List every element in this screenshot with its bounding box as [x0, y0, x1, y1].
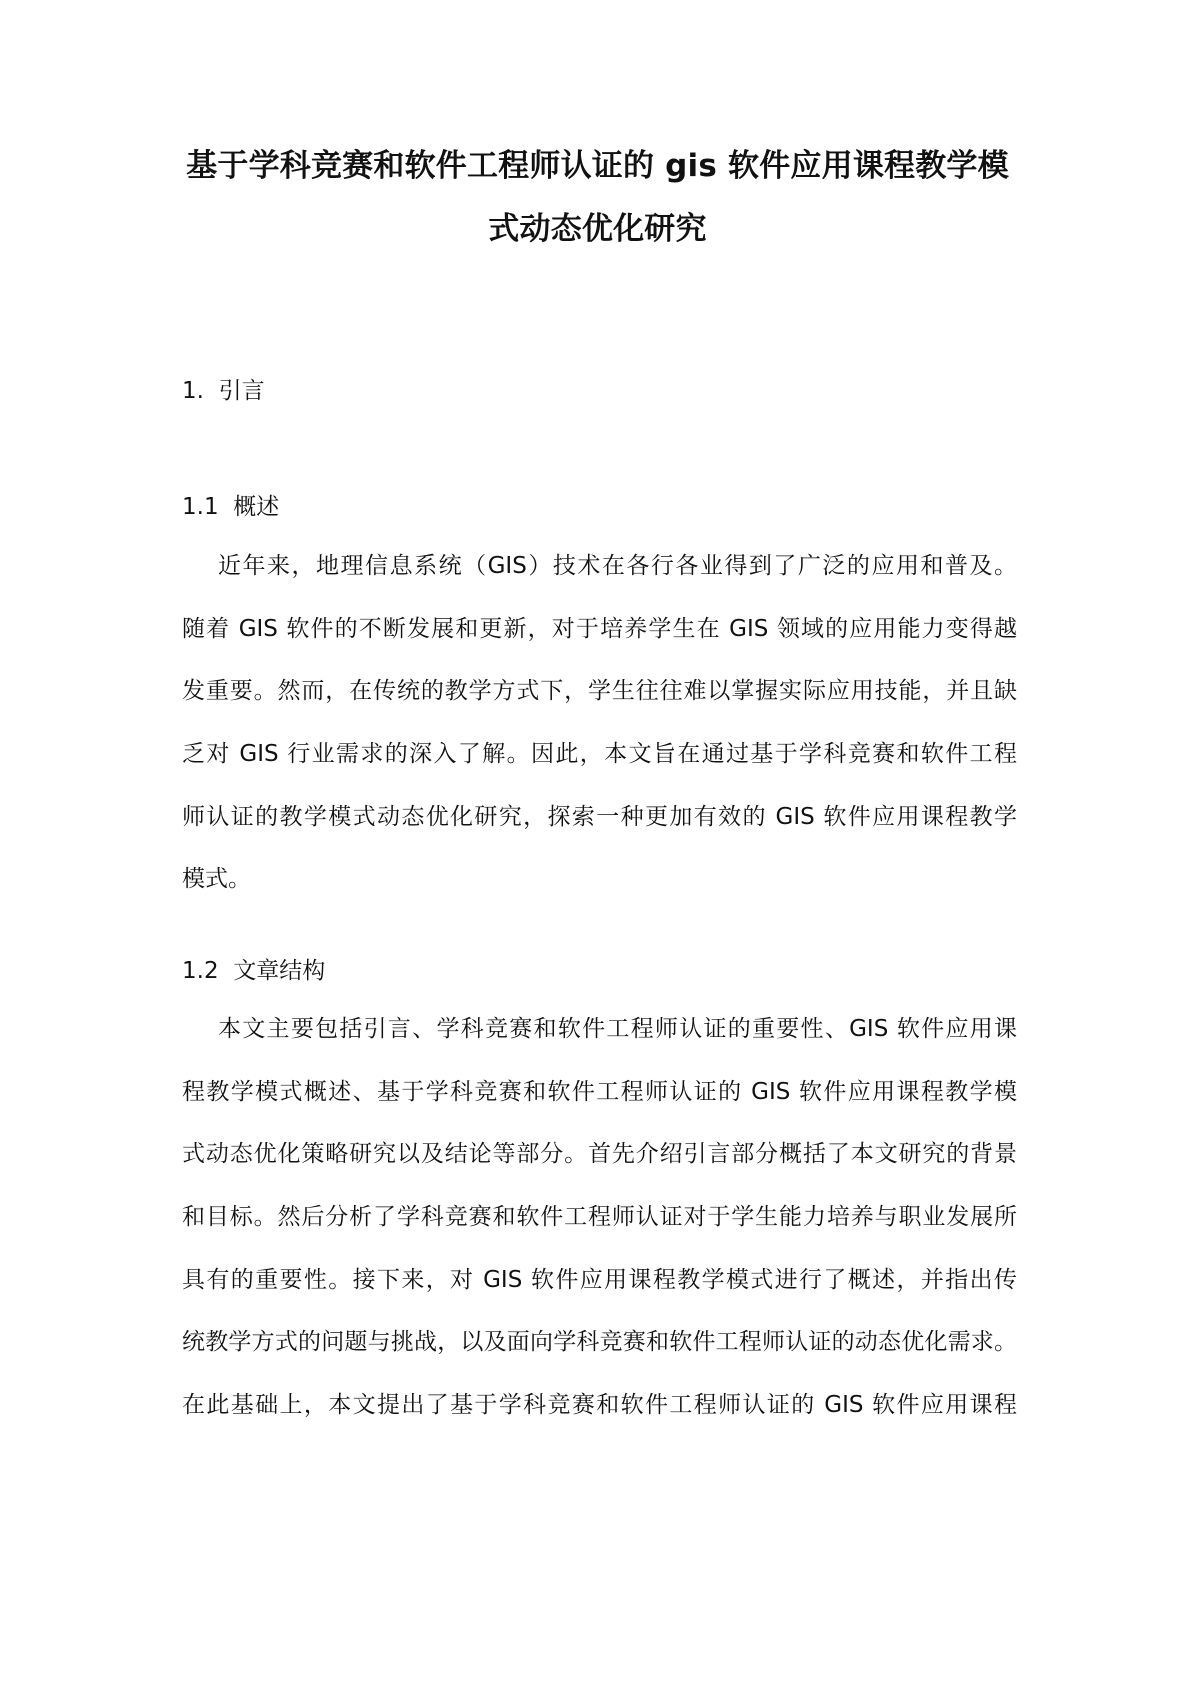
paragraph-line: 和目标。然后分析了学科竞赛和软件工程师认证对于学生能力培养与职业发展所 [182, 1204, 1017, 1231]
paragraph-line: 近年来，地理信息系统（GIS）技术在各行各业得到了广泛的应用和普及。 [218, 553, 1017, 579]
paragraph-overview [182, 535, 1017, 911]
paragraph-line: 统教学方式的问题与挑战，以及面向学科竞赛和软件工程师认证的动态优化需求。 [182, 1329, 1017, 1356]
paragraph-line: 发重要。然而，在传统的教学方式下，学生往往难以掌握实际应用技能，并且缺 [182, 678, 1017, 705]
paragraph-structure [182, 998, 1017, 1437]
section-heading-introduction: 1. 引言 [182, 378, 265, 404]
title-line-1: 基于学科竞赛和软件工程师认证的 gis 软件应用课程教学模 [186, 148, 1009, 184]
paragraph-line: 模式。 [182, 866, 251, 893]
section-heading-overview: 1.1 概述 [182, 494, 280, 520]
paragraph-line: 在此基础上，本文提出了基于学科竞赛和软件工程师认证的 GIS 软件应用课程 [182, 1392, 1017, 1419]
document-title [180, 135, 1015, 261]
paragraph-line: 师认证的教学模式动态优化研究，探索一种更加有效的 GIS 软件应用课程教学 [182, 803, 1017, 830]
paragraph-line: 具有的重要性。接下来，对 GIS 软件应用课程教学模式进行了概述，并指出传 [182, 1266, 1017, 1293]
paragraph-line: 本文主要包括引言、学科竞赛和软件工程师认证的重要性、GIS 软件应用课 [218, 1016, 1017, 1042]
paragraph-line: 乏对 GIS 行业需求的深入了解。因此，本文旨在通过基于学科竞赛和软件工程 [182, 741, 1017, 768]
paragraph-line: 随着 GIS 软件的不断发展和更新，对于培养学生在 GIS 领域的应用能力变得越 [182, 615, 1017, 642]
section-heading-structure: 1.2 文章结构 [182, 958, 326, 984]
paragraph-line: 式动态优化策略研究以及结论等部分。首先介绍引言部分概括了本文研究的背景 [182, 1141, 1017, 1168]
paragraph-line: 程教学模式概述、基于学科竞赛和软件工程师认证的 GIS 软件应用课程教学模 [182, 1078, 1017, 1105]
title-line-2: 式动态优化研究 [488, 211, 707, 247]
